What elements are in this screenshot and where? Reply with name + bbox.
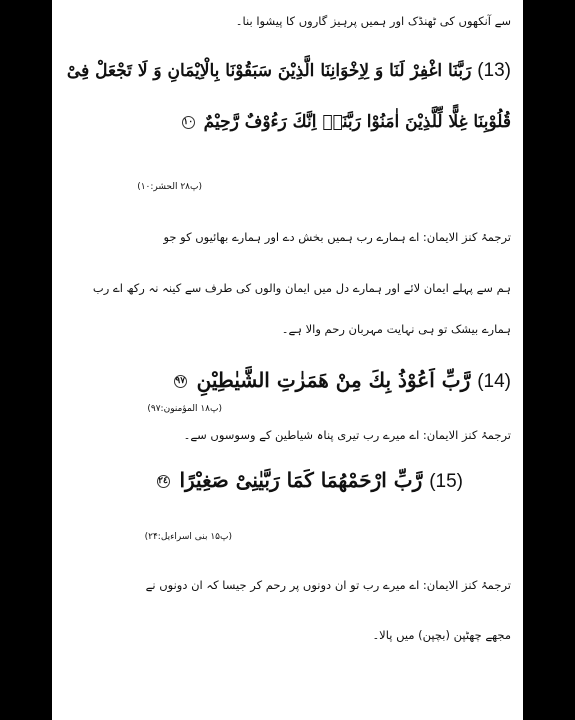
- translation-13-line-1: ترجمۂ کنز الایمان: اے ہمارے رب ہمیں بخش دے اور ہمارے بھائیوں کو جو: [163, 230, 511, 244]
- ayah-end-mark-15: ٢٤: [158, 476, 168, 486]
- verse-13-line-1: [62, 60, 511, 82]
- translation-15-line-1: ترجمۂ کنز الایمان: اے میرے رب تو ان دونوں پر رحم کر جیسا کہ ان دونوں نے: [145, 578, 511, 592]
- verse-15-line: [62, 468, 463, 493]
- translation-15-line-2: مجھے چھٹپن (بچپن) میں پالا۔: [372, 628, 511, 642]
- verse-13-text-a: رَبَّنَا اغْفِرْ لَنَا وَ لِاِخْوَانِنَا الَّذِیْنَ سَبَقُوْنَا بِالْاِیْمَانِ وَ لَا تَجْعَلْ فِیْ: [66, 61, 472, 81]
- verse-15-number: (15): [429, 471, 463, 492]
- ayah-end-mark-14: ٩٧: [175, 376, 186, 386]
- verse-15-text: رَّبِّ ارْحَمْهُمَا كَمَا رَبَّیٰنِیْ صَغِیْرًا: [179, 468, 423, 492]
- translation-14: ترجمۂ کنز الایمان: اے میرے رب تیری پناہ شیاطین کے وسوسوں سے۔: [183, 428, 511, 442]
- verse-13-number: (13): [477, 60, 511, 81]
- ayah-end-mark-13: ١٠: [183, 117, 194, 127]
- reference-14: (پ۱۸ المؤمنون:۹۷): [147, 404, 222, 414]
- verse-14-line: [62, 368, 511, 393]
- translation-13-line-3: ہمارے بیشک تو ہی نہایت مہربان رحم والا ہے۔: [281, 322, 511, 336]
- verse-14-text: رَّبِّ اَعُوْذُ بِكَ مِنْ هَمَزٰتِ الشَّیٰطِیْنِ: [196, 368, 471, 392]
- document-page: [52, 0, 523, 720]
- reference-15: (پ۱۵ بنی اسراءیل:۲۴): [144, 532, 232, 542]
- verse-13-text-b: قُلُوْبِنَا غِلًّا لِّلَّذِیْنَ اٰمَنُوْا رَبَّنَاۤ اِنَّكَ رَءُوْفٌ رَّحِیْمٌ: [203, 112, 511, 132]
- reference-13: (پ۲۸ الحشر:۱۰): [137, 182, 202, 192]
- intro-line: سے آنکھوں کی ٹھنڈک اور ہمیں پرہیز گاروں کا پیشوا بنا۔: [235, 14, 511, 28]
- verse-13-line-2: [62, 112, 511, 132]
- verse-14-number: (14): [477, 371, 511, 392]
- translation-13-line-2: ہم سے پہلے ایمان لائے اور ہمارے دل میں ایمان والوں کی طرف سے کینہ نہ رکھ اے رب: [92, 281, 511, 295]
